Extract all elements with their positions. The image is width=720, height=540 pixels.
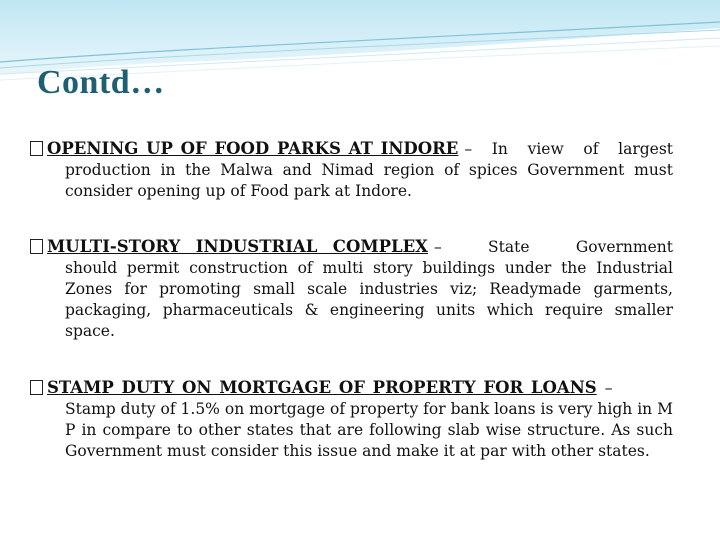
bullet-lead-text: – xyxy=(604,379,613,397)
bullet-box-icon xyxy=(30,141,43,156)
bullet-food-parks xyxy=(30,138,673,202)
bullet-body: should permit construction of multi story buildings under the Industrial Zones for promoting small scale industries viz; Readymade garments, packaging, pharmaceuticals & engineering units which require smaller space. xyxy=(65,259,673,340)
bullet-multi-story xyxy=(30,236,673,342)
bullet-body: production in the Malwa and Nimad region of spices Government must consider opening up of Food park at Indore. xyxy=(65,161,673,200)
bullet-heading: STAMP DUTY ON MORTGAGE OF PROPERTY FOR LOANS xyxy=(47,378,597,397)
bullet-heading: OPENING UP OF FOOD PARKS AT INDORE xyxy=(47,139,459,158)
bullet-body: Stamp duty of 1.5% on mortgage of property for bank loans is very high in M P in compare to other states that are following slab wise structure. As such Government must consider this issue and make it at par with other states. xyxy=(65,400,673,460)
bullet-lead-text: – State Government xyxy=(433,238,673,256)
bullet-lead-text: – In view of largest xyxy=(464,140,673,158)
bullet-stamp-duty xyxy=(30,377,673,462)
slide-title: Contd… xyxy=(37,64,165,101)
bullet-box-icon xyxy=(30,380,43,395)
bullet-box-icon xyxy=(30,239,43,254)
bullet-heading: MULTI-STORY INDUSTRIAL COMPLEX xyxy=(47,237,428,256)
